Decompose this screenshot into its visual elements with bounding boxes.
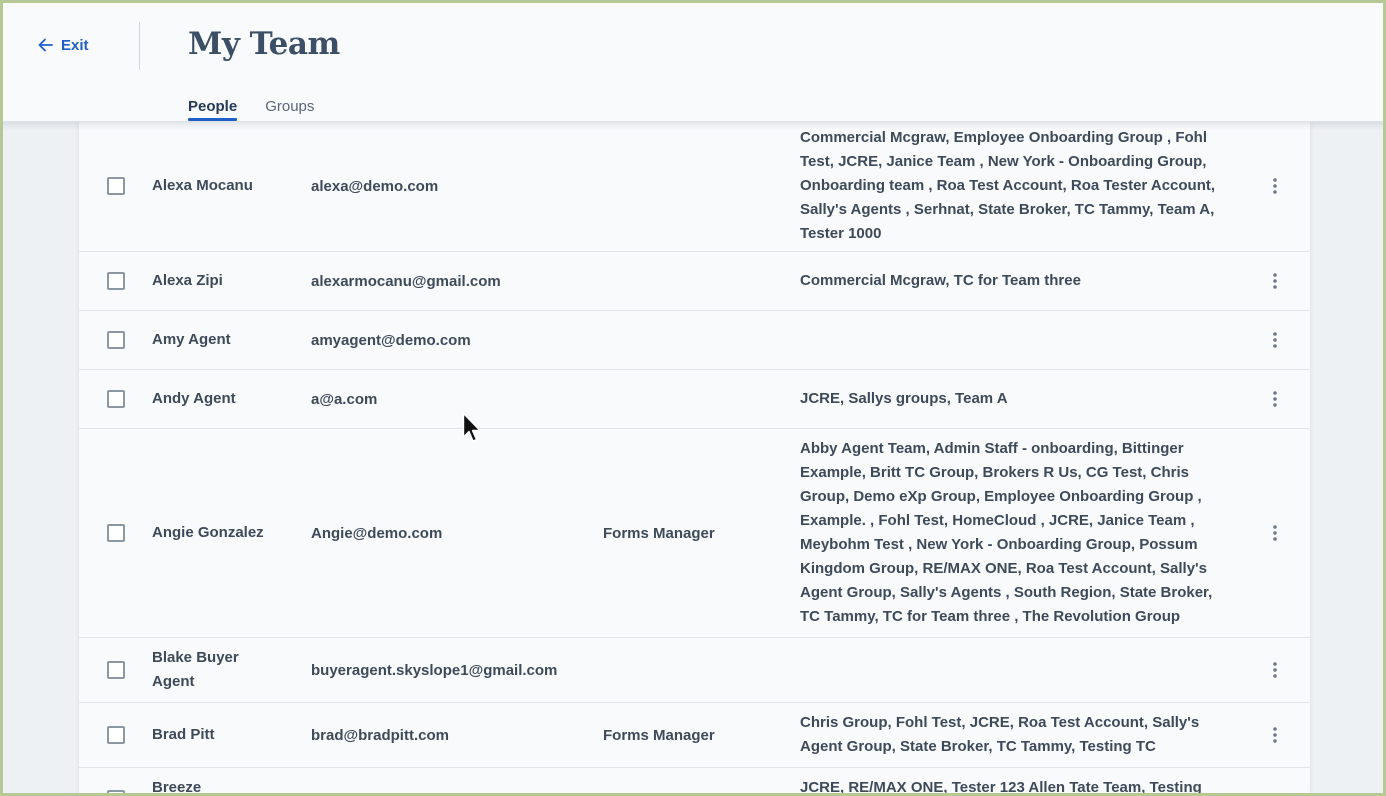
row-menu-button[interactable]	[1263, 311, 1287, 369]
person-role	[603, 122, 783, 251]
table-row	[79, 638, 1310, 703]
row-menu-button[interactable]	[1263, 703, 1287, 767]
person-email: Angie@demo.com	[311, 524, 443, 542]
person-groups: Commercial Mcgraw, TC for Team three	[800, 272, 1081, 289]
person-name: Amy Agent	[152, 331, 231, 348]
person-name: Brad Pitt	[152, 726, 215, 743]
table-row	[79, 768, 1310, 796]
person-name: Andy Agent	[152, 390, 236, 407]
row-checkbox[interactable]	[107, 390, 125, 408]
person-role	[603, 370, 783, 428]
row-menu-button[interactable]	[1263, 638, 1287, 702]
row-checkbox[interactable]	[107, 790, 125, 796]
more-vertical-icon	[1273, 391, 1277, 407]
row-menu-button[interactable]	[1263, 122, 1287, 251]
row-checkbox[interactable]	[107, 726, 125, 744]
person-email: alexa@demo.com	[311, 177, 439, 195]
arrow-left-icon	[38, 38, 53, 52]
exit-button[interactable]	[38, 35, 89, 55]
tab-bar	[188, 98, 314, 120]
person-name: Blake Buyer Agent	[152, 649, 239, 690]
person-email: amyagent@demo.com	[311, 331, 471, 349]
more-vertical-icon	[1273, 332, 1277, 348]
people-table-card	[79, 122, 1310, 796]
row-checkbox[interactable]	[107, 177, 125, 195]
person-groups: JCRE, RE/MAX ONE, Tester 123 Allen Tate Team, Testing	[800, 779, 1202, 796]
row-menu-button[interactable]	[1263, 252, 1287, 310]
person-role: Forms Manager	[603, 524, 715, 542]
more-vertical-icon	[1273, 727, 1277, 743]
row-menu-button[interactable]	[1263, 370, 1287, 428]
table-row	[79, 429, 1310, 638]
person-groups: Commercial Mcgraw, Employee Onboarding Group , Fohl Test, JCRE, Janice Team , New York - Onboarding Group, Onboarding team , Roa Test Account, Roa Tester Account, Sally's Agents , Serhnat, State Broker, TC Tammy, Team A, Tester 1000	[800, 129, 1216, 242]
row-menu-button[interactable]	[1263, 429, 1287, 637]
person-email	[311, 768, 591, 796]
person-email: a@a.com	[311, 390, 378, 408]
row-checkbox[interactable]	[107, 272, 125, 290]
person-name: Angie Gonzalez	[152, 524, 264, 541]
table-row	[79, 311, 1310, 370]
person-groups: JCRE, Sallys groups, Team A	[800, 390, 1008, 407]
person-email: brad@bradpitt.com	[311, 726, 449, 744]
page-title: My Team	[188, 26, 340, 62]
page-header	[0, 0, 1386, 122]
person-groups	[800, 638, 1230, 702]
person-name: Breeze	[152, 779, 202, 796]
person-email: alexarmocanu@gmail.com	[311, 272, 501, 290]
person-role	[603, 638, 783, 702]
table-row	[79, 122, 1310, 252]
more-vertical-icon	[1273, 273, 1277, 289]
person-groups	[800, 311, 1230, 369]
row-checkbox[interactable]	[107, 331, 125, 349]
person-groups: Abby Agent Team, Admin Staff - onboarding, Bittinger Example, Britt TC Group, Brokers R Us, CG Test, Chris Group, Demo eXp Group, Employee Onboarding Group , Example. , Fohl Test, HomeCloud , JCRE, Janice Team , Meybohm Test , New York - Onboarding Group, Possum Kingdom Group, RE/MAX ONE, Roa Test Account, Sally's Agent Group, Sally's Agents , South Region, State Broker, TC Tammy, TC for Team three , The Revolution Group	[800, 440, 1213, 625]
row-checkbox[interactable]	[107, 524, 125, 542]
person-name: Alexa Mocanu	[152, 177, 253, 194]
header-divider	[139, 22, 140, 70]
tab-groups[interactable]: Groups	[265, 98, 315, 115]
more-vertical-icon	[1273, 178, 1277, 194]
more-vertical-icon	[1273, 662, 1277, 678]
mouse-pointer-icon	[462, 412, 482, 449]
table-row	[79, 252, 1310, 311]
row-checkbox[interactable]	[107, 661, 125, 679]
tab-people[interactable]: People	[188, 98, 237, 120]
table-row	[79, 703, 1310, 768]
person-groups: Chris Group, Fohl Test, JCRE, Roa Test Account, Sally's Agent Group, State Broker, TC Tammy, Testing TC	[800, 714, 1200, 755]
table-row	[79, 370, 1310, 429]
exit-label: Exit	[61, 36, 89, 54]
more-vertical-icon	[1273, 525, 1277, 541]
person-name: Alexa Zipi	[152, 272, 223, 289]
people-table	[79, 122, 1310, 796]
person-role	[603, 768, 783, 796]
person-role: Forms Manager	[603, 726, 715, 744]
person-email: buyeragent.skyslope1@gmail.com	[311, 661, 558, 679]
person-role	[603, 311, 783, 369]
person-role	[603, 252, 783, 310]
